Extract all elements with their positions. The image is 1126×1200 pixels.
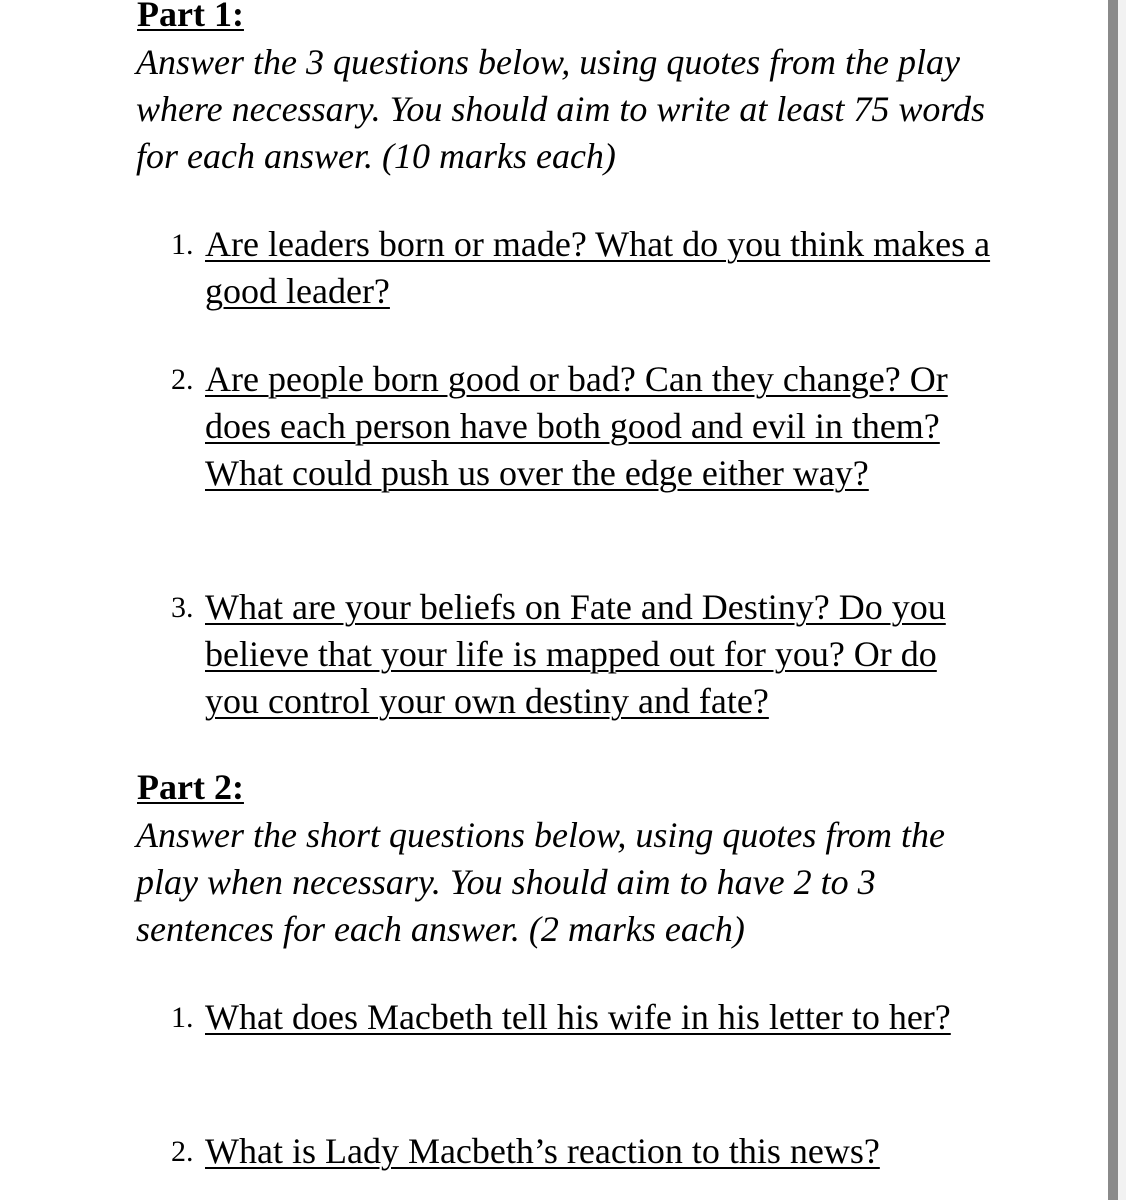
question-text: What is Lady Macbeth’s reaction to this news? bbox=[205, 1131, 880, 1171]
question-number: 2. bbox=[171, 1135, 194, 1168]
part2-instructions: Answer the short questions below, using quotes from the play when necessary. You should aim to have 2 to 3 sentences for each answer. (2 marks each) bbox=[136, 815, 945, 949]
question-text: Are leaders born or made? What do you think makes a good leader? bbox=[205, 224, 991, 311]
part2-heading: Part 2: bbox=[137, 767, 244, 807]
part1-instructions: Answer the 3 questions below, using quotes from the play where necessary. You should aim to write at least 75 words for each answer. (10 marks each) bbox=[136, 42, 986, 176]
question-text: What does Macbeth tell his wife in his letter to her? bbox=[205, 997, 951, 1037]
question-number: 3. bbox=[171, 591, 194, 624]
page-border bbox=[1108, 0, 1118, 1200]
question-text: Are people born good or bad? Can they change? Or does each person have both good and evil in them? What could push us over the edge either way? bbox=[205, 359, 948, 493]
question-number: 1. bbox=[171, 1001, 194, 1034]
question-number: 1. bbox=[171, 228, 194, 261]
part1-heading: Part 1: bbox=[137, 0, 244, 34]
question-number: 2. bbox=[171, 363, 194, 396]
question-text: What are your beliefs on Fate and Destiny? Do you believe that your life is mapped out for you? Or do you control your own destiny and fate? bbox=[205, 587, 946, 721]
page-margin bbox=[1118, 0, 1126, 1200]
